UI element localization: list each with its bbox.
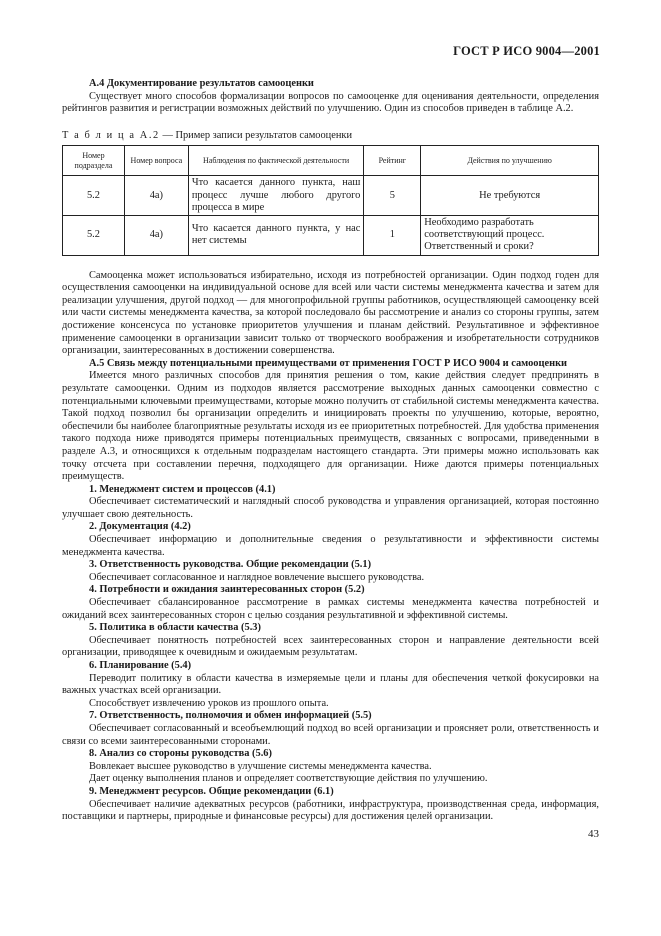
benefit-paragraph: Обеспечивает сбалансированное рассмотрение в рамках системы менеджмента качества потребностей и ожиданий всех заинтересованных сторон с целью создания результативной и эффективной системы.: [62, 597, 599, 621]
cell-section: 5.2: [63, 176, 125, 216]
benefit-paragraph: Способствует извлечению уроков из прошлого опыта.: [89, 697, 329, 709]
cell-rating: 1: [364, 215, 421, 255]
table-row: [63, 176, 599, 216]
section-a4-title: А.4 Документирование результатов самооценки: [89, 78, 314, 89]
cell-observation: Что касается данного пункта, наш процесс лучше любого другого процесса в мире: [188, 176, 364, 216]
header-improvement-actions: Действия по улучшению: [421, 146, 599, 176]
benefit-title: 8. Анализ со стороны руководства (5.6): [89, 748, 272, 760]
benefit-paragraph: Вовлекает высшее руководство в улучшение системы менеджмента качества.: [89, 760, 432, 772]
page-number: 43: [588, 828, 599, 840]
header-question-number: Номер вопроса: [124, 146, 188, 176]
benefit-title: 5. Политика в области качества (5.3): [89, 622, 261, 634]
table-caption: [62, 130, 599, 143]
benefit-paragraph: Обеспечивает наличие адекватных ресурсов (работники, инфраструктура, производственная среда, информация, поставщики и партнеры, природные и финансовые ресурсы) для достижения целей организации.: [62, 798, 599, 823]
cell-question: 4a): [124, 215, 188, 255]
benefit-title: 6. Планирование (5.4): [89, 660, 192, 671]
benefit-paragraph: Переводит политику в области качества в измеряемые цели и планы для обеспечения четкой фокусировки на важных участках всей организации.: [62, 672, 599, 697]
cell-rating: 5: [364, 176, 421, 216]
benefit-paragraph: Обеспечивает согласованное и наглядное вовлечение высшего руководства.: [89, 571, 425, 583]
benefit-title: 9. Менеджмент ресурсов. Общие рекомендации (6.1): [89, 785, 334, 797]
benefit-title: 3. Ответственность руководства. Общие рекомендации (5.1): [89, 559, 372, 571]
section-a5-paragraph: Имеется много различных способов для принятия решения о том, какие действия следует предпринять в результате самооценки. Одним из подходов является рассмотрение выходных данных самооценки совместно с потенциальными ключевыми преимуществами, которые можно получить от стабильной системы менеджмента качества. Такой подход позволил бы организации определить и инициировать проекты по улучшению, которые, вероятно, обеспечили бы наиболее благоприятные результаты исходя из ее приоритетных потребностей. Для удобства применения такого подхода ниже приводятся примеры потенциальных преимуществ, связанных с вопросами, приведенными в разделе А.3, и относящихся к отдельным подразделам настоящего стандарта. Эти примеры можно использовать как точку отсчета при составлении перечня, подходящего для организации. Ниже даются примеры потенциальных преимуществ.: [62, 370, 599, 483]
benefit-title: 4. Потребности и ожидания заинтересованных сторон (5.2): [89, 584, 365, 596]
section-a5-title: А.5 Связь между потенциальными преимуществами от применения ГОСТ Р ИСО 9004 и самооценки: [89, 357, 568, 369]
benefit-paragraph: Обеспечивает систематический и наглядный способ руководства и управления организацией, которая постоянно улучшает свою деятельность.: [62, 496, 599, 520]
benefit-paragraph: Обеспечивает информацию и дополнительные сведения о результативности и эффективности системы менеджмента качества.: [62, 534, 599, 558]
table-header-row: [63, 146, 599, 176]
page-content: [62, 78, 599, 824]
table-caption-text: — Пример записи результатов самооценки: [159, 129, 353, 141]
table-caption-label: Т а б л и ц а А.2: [62, 129, 160, 141]
header-section-number: Номер подраздела: [63, 146, 125, 176]
cell-observation: Что касается данного пункта, у нас нет системы: [188, 215, 364, 255]
benefit-title: 1. Менеджмент систем и процессов (4.1): [89, 483, 276, 495]
standard-header: ГОСТ Р ИСО 9004—2001: [453, 44, 600, 58]
benefit-title: 7. Ответственность, полномочия и обмен информацией (5.5): [89, 710, 372, 722]
benefit-title: 2. Документация (4.2): [89, 521, 191, 533]
benefit-paragraph: Обеспечивает понятность потребностей всех заинтересованных сторон и направление деятельности всей организации, приводящее к очевидным и ожидаемым результатам.: [62, 634, 599, 659]
table-row: [63, 215, 599, 255]
section-a4-paragraph: Существует много способов формализации вопросов по самооценке для оценивания деятельности, определения рейтингов развития и регистрации возможных действий по улучшению. Один из способов приведен в таблице А.2.: [62, 90, 599, 115]
cell-action: Не требуются: [421, 176, 599, 216]
self-assessment-table: [62, 145, 599, 255]
cell-section: 5.2: [63, 215, 125, 255]
self-assessment-paragraph: Самооценка может использоваться избирательно, исходя из потребностей организации. Один подход годен для осуществления самооценки на индивидуальной основе для всей или части системы менеджмента качества и затем для реализации улучшения, другой подход — для многопрофильной группы работников, осуществляющей самооценку всей или части системы менеджмента качества, за которой последовало бы рассмотрение и анализ со стороны группы, затем достижение консенсуса по установке приоритетов улучшения и планам действий. Результативное и эффективное применение самооценки в организации зависит только от творческого воображения и изобретательности сотрудников организации, заинтересованных в достижении совершенства.: [62, 269, 599, 357]
benefit-paragraph: Обеспечивает согласованный и всеобъемлющий подход во всей организации и проясняет роли, ответственность и связи со всеми заинтересованными сторонами.: [62, 722, 599, 747]
cell-action: Необходимо разработать соответствующий процесс. Ответственный и сроки?: [421, 215, 599, 255]
header-rating: Рейтинг: [364, 146, 421, 176]
benefit-paragraph: Дает оценку выполнения планов и определяет соответствующие действия по улучшению.: [89, 773, 488, 785]
header-observations: Наблюдения по фактической деятельности: [188, 146, 364, 176]
cell-question: 4a): [124, 176, 188, 216]
